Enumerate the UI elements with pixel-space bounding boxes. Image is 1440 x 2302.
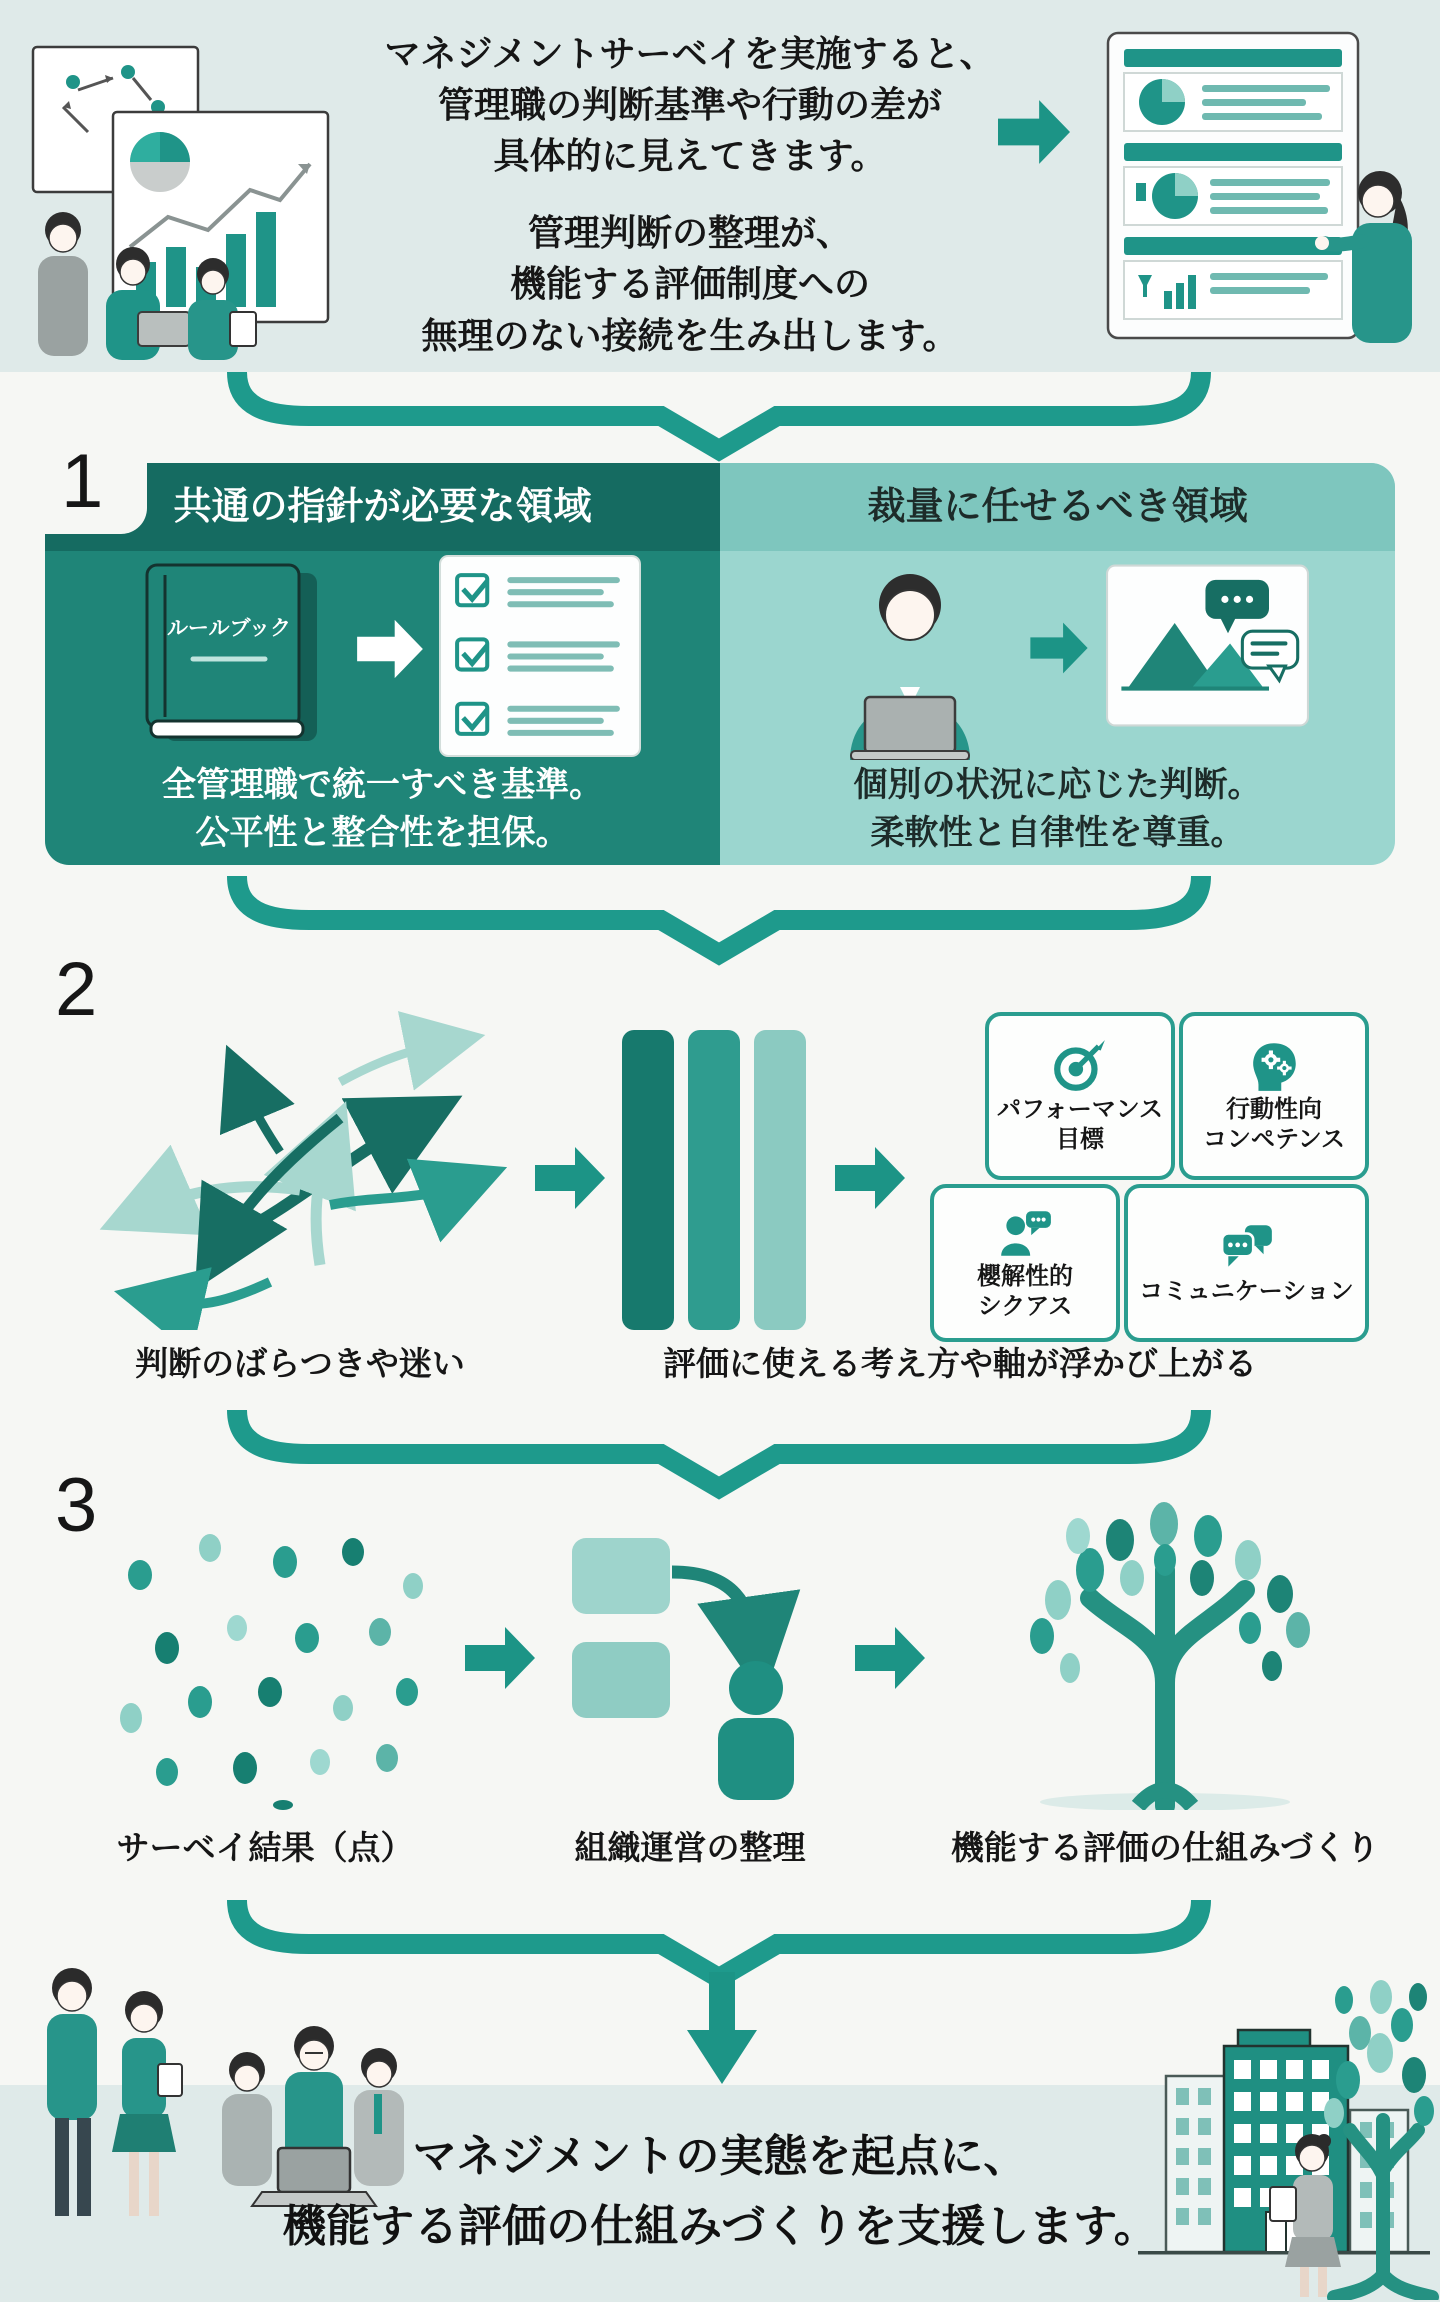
hero-line: 機能する評価制度への xyxy=(509,263,870,305)
hero-line: 管理職の判断基準や行動の差が xyxy=(437,84,942,126)
rulebook-label: ルールブック xyxy=(166,617,292,640)
axis-box-line: 目標 xyxy=(1056,1126,1104,1153)
caption-line: 個別の状況に応じた判断。 xyxy=(853,766,1262,804)
right-arrow-icon xyxy=(998,98,1070,166)
axis-box-line: コミュニケーション xyxy=(1139,1278,1354,1305)
right-arrow-icon xyxy=(855,1625,925,1691)
pie-chart-icon xyxy=(130,132,190,192)
section3-number: 3 xyxy=(55,1463,98,1548)
section1-number-badge xyxy=(45,436,147,534)
tree-presenter-illustration xyxy=(1268,1945,1440,2300)
section1-number: 1 xyxy=(61,439,104,524)
chat-bubbles-icon xyxy=(1218,1219,1276,1277)
axis-box-communication xyxy=(1124,1184,1369,1342)
section2-number: 2 xyxy=(55,947,98,1032)
axis-box-line: コンペテンス xyxy=(1202,1126,1346,1153)
hero-line: 無理のない接続を生み出します。 xyxy=(421,314,959,356)
person-laptop-illustration xyxy=(805,555,1015,760)
panel-right-caption xyxy=(720,761,1395,858)
axis-box-line: シクアス xyxy=(977,1293,1073,1320)
target-icon xyxy=(1051,1037,1109,1095)
footer-presenter-woman xyxy=(1270,2134,1341,2297)
hero-line: マネジメントサーベイを実施すると、 xyxy=(384,33,996,74)
scatter-arrows-illustration xyxy=(85,1000,525,1330)
panel-left-caption xyxy=(45,761,720,858)
axis-bar-dark xyxy=(622,1030,674,1330)
axis-box-competency xyxy=(1179,1012,1369,1180)
axis-box-label xyxy=(1139,1277,1354,1307)
right-arrow-icon xyxy=(835,1145,905,1211)
hero-line: 管理判断の整理が、 xyxy=(527,212,852,254)
axis-box-label xyxy=(997,1095,1163,1155)
right-arrow-icon xyxy=(357,618,423,680)
down-brace xyxy=(225,868,1215,968)
section1-panels xyxy=(45,463,1395,865)
down-brace xyxy=(225,364,1215,464)
hero-person-1 xyxy=(38,212,88,356)
hero-para1 xyxy=(360,28,1020,181)
caption-line: 全管理職で統一すべき基準。 xyxy=(161,766,604,804)
hero-dashboard-illustration xyxy=(1080,25,1430,360)
hero-section xyxy=(0,0,1440,372)
tree-leaves xyxy=(1324,1980,1434,2128)
footer-person-standing-man xyxy=(47,1968,97,2216)
checklist-illustration xyxy=(437,553,643,759)
caption-line: 公平性と整合性を担保。 xyxy=(195,814,570,853)
down-arrow-icon xyxy=(687,1972,757,2086)
dashboard-row-2 xyxy=(1124,143,1342,225)
section2-right-label: 評価に使える考え方や軸が浮かび上がる xyxy=(663,1345,1257,1382)
axis-box-line: 櫻解性的 xyxy=(977,1263,1073,1290)
hero-copy xyxy=(360,28,1020,361)
head-gears-icon xyxy=(1245,1037,1303,1095)
footer-line: マネジメントの実態を起点に、 xyxy=(412,2132,1028,2181)
section3-label-survey: サーベイ結果（点） xyxy=(116,1829,414,1866)
panel-discretion xyxy=(720,463,1395,865)
survey-dots-illustration xyxy=(95,1520,435,1810)
hero-team-illustration xyxy=(18,12,358,362)
caption-line: 柔軟性と自律性を尊重。 xyxy=(870,814,1245,853)
axis-box-performance xyxy=(985,1012,1175,1180)
right-arrow-icon xyxy=(535,1145,605,1211)
footer-line: 機能する評価の仕組みづくりを支援します。 xyxy=(282,2202,1158,2252)
org-structure-illustration xyxy=(560,1530,810,1800)
axis-bar-medium xyxy=(688,1030,740,1330)
footer-person-standing-woman xyxy=(112,1991,182,2216)
axis-box-line: 行動性向 xyxy=(1226,1096,1322,1123)
right-arrow-icon xyxy=(1030,621,1088,675)
section3-label-system: 機能する評価の仕組みづくり xyxy=(950,1829,1380,1866)
hero-para2 xyxy=(360,207,1020,360)
person-chat-icon xyxy=(996,1204,1054,1262)
axis-box-label xyxy=(1203,1095,1345,1155)
axis-box-line: パフォーマンス xyxy=(996,1096,1164,1123)
axis-box-label xyxy=(977,1262,1073,1322)
axis-box-interpersonal xyxy=(930,1184,1120,1342)
axis-bars-illustration xyxy=(622,1030,806,1330)
panel-left-title: 共通の指針が必要な領域 xyxy=(45,463,720,551)
dashboard-row-1 xyxy=(1124,49,1342,131)
panel-right-title: 裁量に任せるべき領域 xyxy=(720,463,1395,551)
tree-illustration xyxy=(950,1478,1380,1810)
right-arrow-icon xyxy=(465,1625,535,1691)
footer-message xyxy=(245,2122,1195,2263)
panel-common-guidelines xyxy=(45,463,720,865)
hero-line: 具体的に見えてきます。 xyxy=(493,135,887,177)
rulebook-illustration xyxy=(125,555,340,755)
axis-bar-light xyxy=(754,1030,806,1330)
discussion-image-illustration xyxy=(1105,563,1310,728)
dashboard-row-3 xyxy=(1124,237,1342,319)
section2-left-label: 判断のばらつきや迷い xyxy=(135,1345,465,1382)
section3-label-org: 組織運営の整理 xyxy=(574,1829,806,1866)
